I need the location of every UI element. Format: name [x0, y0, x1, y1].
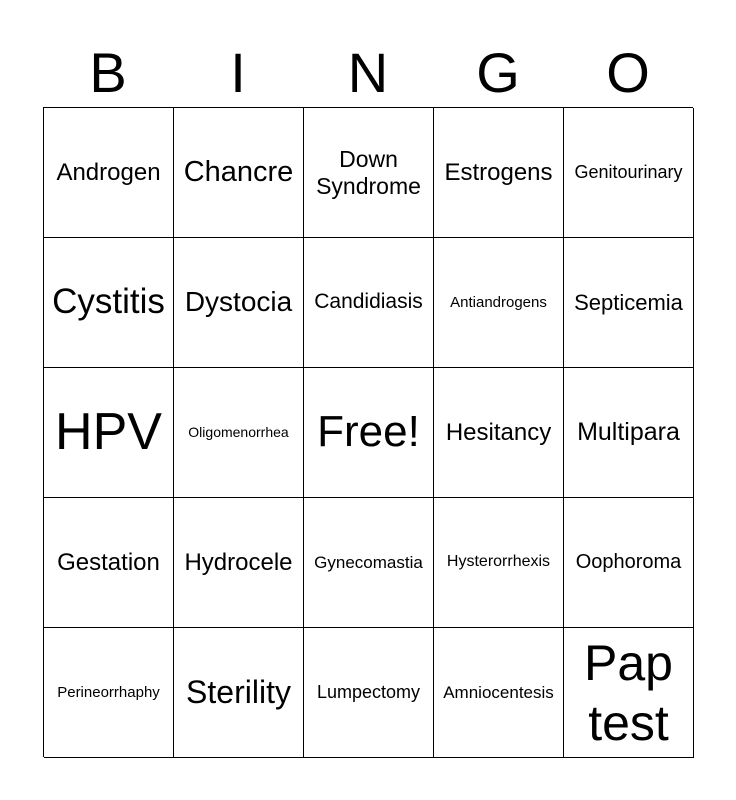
bingo-cell[interactable]: HPV	[44, 368, 174, 498]
bingo-cell[interactable]: Estrogens	[434, 108, 564, 238]
bingo-cell[interactable]: Gestation	[44, 498, 174, 628]
bingo-cell[interactable]: Perineorrhaphy	[44, 628, 174, 758]
bingo-cell[interactable]: Oligomenorrhea	[174, 368, 304, 498]
bingo-cell[interactable]: Hysterorrhexis	[434, 498, 564, 628]
bingo-cell[interactable]: Sterility	[174, 628, 304, 758]
bingo-header	[43, 38, 693, 108]
bingo-cell[interactable]: Gynecomastia	[304, 498, 434, 628]
bingo-card	[43, 107, 693, 757]
bingo-cell[interactable]: Cystitis	[44, 238, 174, 368]
bingo-cell[interactable]: Oophoroma	[564, 498, 694, 628]
bingo-cell[interactable]: Pap test	[564, 628, 694, 758]
bingo-cell[interactable]: Amniocentesis	[434, 628, 564, 758]
bingo-cell[interactable]: Hydrocele	[174, 498, 304, 628]
free-space[interactable]: Free!	[304, 368, 434, 498]
bingo-cell[interactable]: Androgen	[44, 108, 174, 238]
header-letter-o: O	[606, 41, 650, 104]
bingo-cell[interactable]: Genitourinary	[564, 108, 694, 238]
bingo-cell[interactable]: Dystocia	[174, 238, 304, 368]
bingo-cell[interactable]: Septicemia	[564, 238, 694, 368]
bingo-cell[interactable]: Down Syndrome	[304, 108, 434, 238]
header-letter-i: I	[230, 41, 246, 104]
bingo-cell[interactable]: Antiandrogens	[434, 238, 564, 368]
bingo-cell[interactable]: Multipara	[564, 368, 694, 498]
header-letter-g: G	[476, 41, 520, 104]
header-letter-n: N	[347, 41, 389, 104]
bingo-cell[interactable]: Hesitancy	[434, 368, 564, 498]
bingo-cell[interactable]: Chancre	[174, 108, 304, 238]
bingo-cell[interactable]: Lumpectomy	[304, 628, 434, 758]
bingo-cell[interactable]: Candidiasis	[304, 238, 434, 368]
header-letter-b: B	[89, 41, 127, 104]
